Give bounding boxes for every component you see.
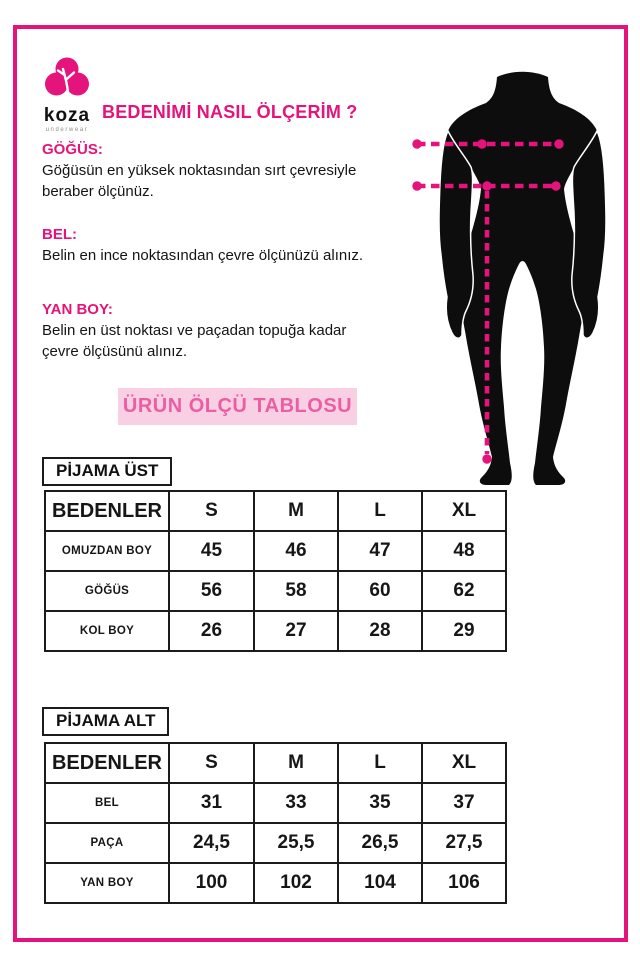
row-label: YAN BOY bbox=[45, 863, 169, 903]
pijama-alt-table bbox=[44, 742, 507, 904]
cell-value: 56 bbox=[169, 571, 254, 611]
section-body-bel: Belin en ince noktasından çevre ölçünüzü alınız. bbox=[42, 247, 364, 264]
cell-value: 62 bbox=[422, 571, 506, 611]
cell-value: 27 bbox=[254, 611, 338, 651]
measurement-figure bbox=[400, 25, 630, 500]
section-heading-gogus: GÖĞÜS: bbox=[42, 141, 103, 158]
cell-value: 45 bbox=[169, 531, 254, 571]
cell-value: 46 bbox=[254, 531, 338, 571]
cell-value: 47 bbox=[338, 531, 422, 571]
table-header-row bbox=[45, 491, 506, 531]
column-header-size: M bbox=[254, 491, 338, 531]
brand-name: koza bbox=[43, 105, 91, 126]
size-table-banner: ÜRÜN ÖLÇÜ TABLOSU bbox=[118, 388, 357, 425]
column-header-size: M bbox=[254, 743, 338, 783]
brand-subtitle: underwear bbox=[45, 127, 89, 133]
table-title-pijama-ust: PİJAMA ÜST bbox=[42, 457, 172, 486]
cell-value: 26,5 bbox=[338, 823, 422, 863]
section-body-gogus: Göğüsün en yüksek noktasından sırt çevresiyle beraber ölçünüz. bbox=[42, 162, 357, 200]
column-header-size: S bbox=[169, 743, 254, 783]
row-label: OMUZDAN BOY bbox=[45, 531, 169, 571]
cell-value: 106 bbox=[422, 863, 506, 903]
cell-value: 100 bbox=[169, 863, 254, 903]
table-row bbox=[45, 863, 506, 903]
column-header-bedenler: BEDENLER bbox=[45, 491, 169, 531]
cell-value: 33 bbox=[254, 783, 338, 823]
column-header-size: L bbox=[338, 743, 422, 783]
row-label: GÖĞÜS bbox=[45, 571, 169, 611]
cell-value: 102 bbox=[254, 863, 338, 903]
table-title-pijama-alt: PİJAMA ALT bbox=[42, 707, 169, 736]
row-label: BEL bbox=[45, 783, 169, 823]
table-row bbox=[45, 571, 506, 611]
column-header-size: XL bbox=[422, 743, 506, 783]
koza-flower-icon bbox=[39, 56, 95, 100]
table-row bbox=[45, 783, 506, 823]
cell-value: 104 bbox=[338, 863, 422, 903]
section-heading-yanboy: YAN BOY: bbox=[42, 301, 113, 318]
cell-value: 58 bbox=[254, 571, 338, 611]
brand-logo bbox=[38, 56, 96, 133]
table-row bbox=[45, 823, 506, 863]
cell-value: 29 bbox=[422, 611, 506, 651]
cell-value: 31 bbox=[169, 783, 254, 823]
column-header-size: L bbox=[338, 491, 422, 531]
page-title: BEDENİMİ NASIL ÖLÇERİM ? bbox=[102, 102, 358, 122]
left-arm bbox=[439, 131, 473, 338]
column-header-size: S bbox=[169, 491, 254, 531]
cell-value: 37 bbox=[422, 783, 506, 823]
row-label: PAÇA bbox=[45, 823, 169, 863]
pijama-ust-table bbox=[44, 490, 507, 652]
cell-value: 27,5 bbox=[422, 823, 506, 863]
table-row bbox=[45, 611, 506, 651]
section-heading-bel: BEL: bbox=[42, 226, 77, 243]
row-label: KOL BOY bbox=[45, 611, 169, 651]
right-arm bbox=[572, 131, 606, 338]
cell-value: 28 bbox=[338, 611, 422, 651]
cell-value: 48 bbox=[422, 531, 506, 571]
table-row bbox=[45, 531, 506, 571]
column-header-size: XL bbox=[422, 491, 506, 531]
table-header-row bbox=[45, 743, 506, 783]
cell-value: 24,5 bbox=[169, 823, 254, 863]
cell-value: 26 bbox=[169, 611, 254, 651]
cell-value: 25,5 bbox=[254, 823, 338, 863]
section-body-yanboy: Belin en üst noktası ve paçadan topuğa kadar çevre ölçüsünü alınız. bbox=[42, 322, 347, 360]
cell-value: 60 bbox=[338, 571, 422, 611]
column-header-bedenler: BEDENLER bbox=[45, 743, 169, 783]
cell-value: 35 bbox=[338, 783, 422, 823]
